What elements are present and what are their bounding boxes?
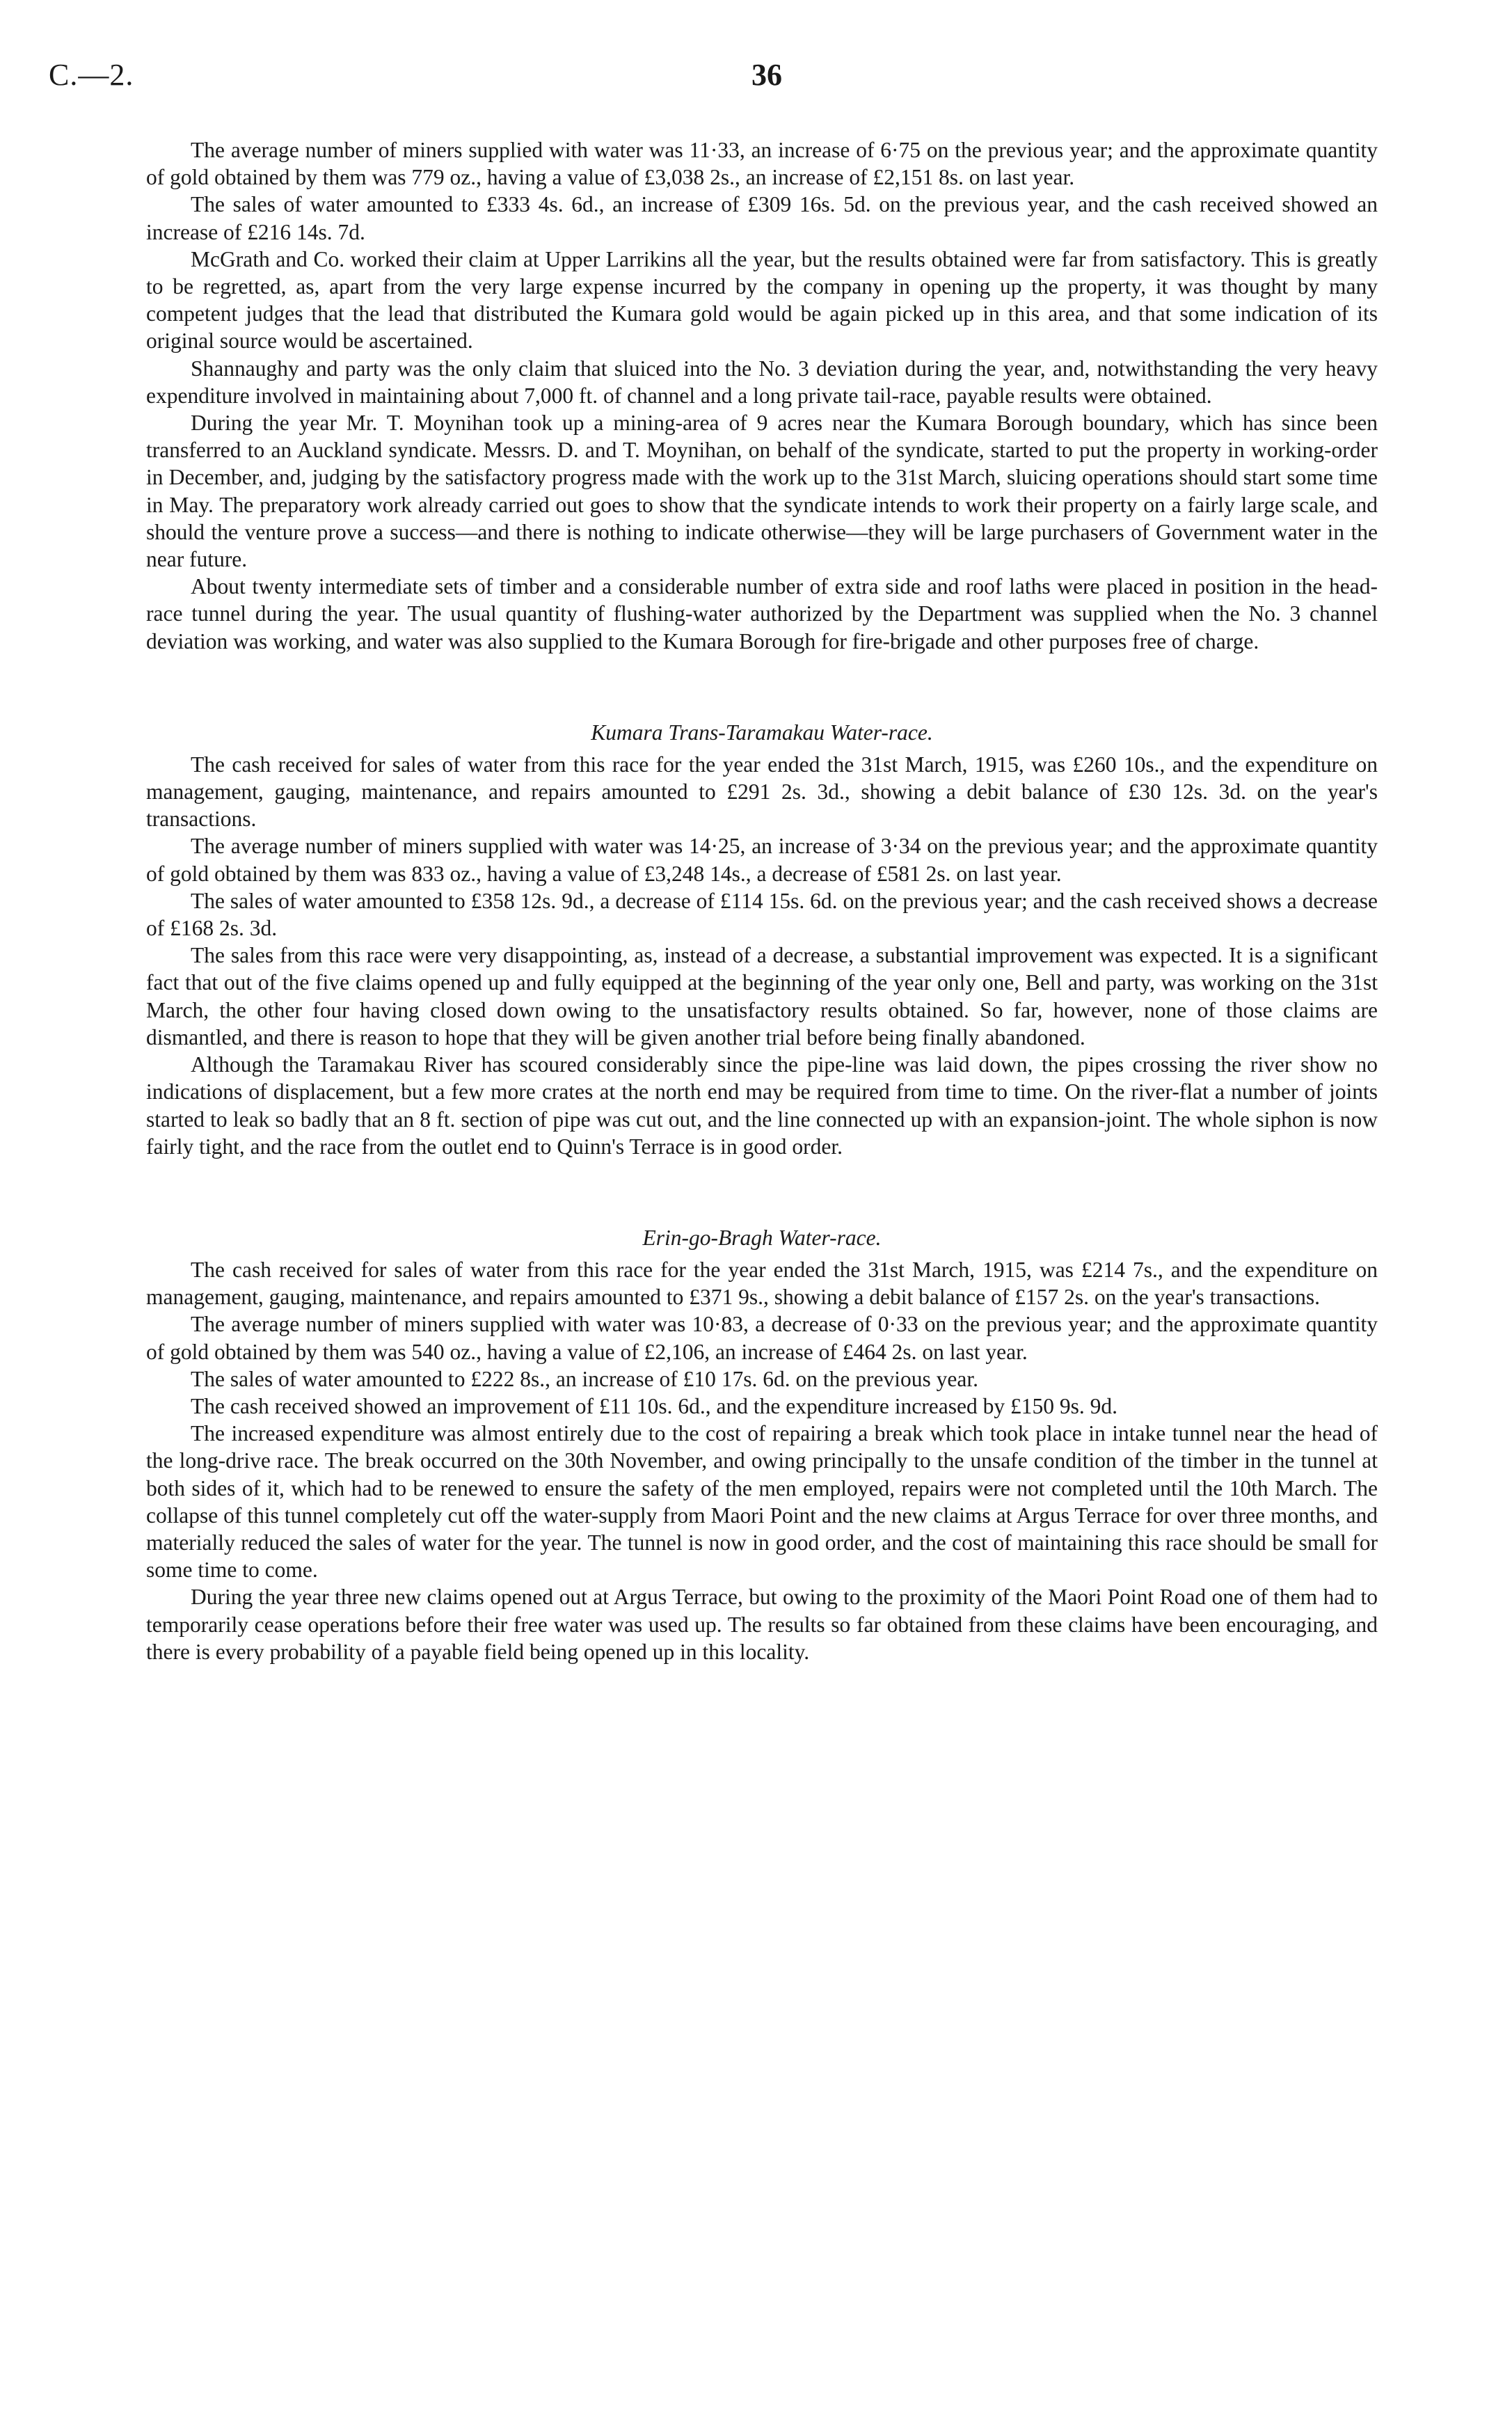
page-number: 36 xyxy=(751,58,782,92)
paragraph: The average number of miners supplied with water was 14·25, an increase of 3·34 on the previous year; and the approximate quantity of gold obtained by them was 833 oz., having a value of £3,248 14s., a decrease of £581 2s. on last year. xyxy=(146,834,1378,886)
paragraph: About twenty intermediate sets of timber and a considerable number of extra side and roof laths were placed in position in the head-race tunnel during the year. The usual quantity of flushing-water authorized by the Department was supplied when the No. 3 channel deviation was working, and water was also supplied to the Kumara Borough for fire-brigade and other purposes free of charge. xyxy=(146,574,1378,653)
paragraph: Although the Taramakau River has scoured considerably since the pipe-line was laid down, the pipes crossing the river show no indications of displacement, but a few more crates at the north end may be required from time to time. On the river-flat a number of joints started to leak so badly that an 8 ft. section of pipe was cut out, and the line connected up with an expansion-joint. The whole siphon is now fairly tight, and the race from the outlet end to Quinn's Terrace is in good order. xyxy=(146,1052,1378,1159)
page-body xyxy=(146,136,1378,1665)
paragraph: The sales of water amounted to £222 8s., an increase of £10 17s. 6d. on the previous year. xyxy=(191,1366,978,1391)
section-heading: Kumara Trans-Taramakau Water-race. xyxy=(591,720,933,745)
section-erin-go-bragh xyxy=(146,1224,1378,1665)
paragraph: The average number of miners supplied with water was 10·83, a decrease of 0·33 on the previous year; and the approximate quantity of gold obtained by them was 540 oz., having a value of £2,106, an increase of £464 2s. on last year. xyxy=(146,1312,1378,1364)
page-header xyxy=(49,57,1461,106)
paragraph: The cash received for sales of water from this race for the year ended the 31st March, 1915, was £214 7s., and the expenditure on management, gauging, maintenance, and repairs amounted to £371 9s., showing a debit balance of £157 2s. on the year's transactions. xyxy=(146,1257,1378,1310)
intro-block xyxy=(146,136,1378,655)
document-reference: C.—2. xyxy=(49,58,134,92)
paragraph: McGrath and Co. worked their claim at Upper Larrikins all the year, but the results obtained were far from satisfactory. This is greatly to be regretted, as, apart from the very large expense incurred by the company in opening up the property, it was thought by many competent judges that the lead that distributed the Kumara gold would be again picked up in this area, and that some indication of its original source would be ascertained. xyxy=(146,246,1378,354)
section-kumara-trans-taramakau xyxy=(146,719,1378,1160)
paragraph: The cash received showed an improvement of £11 10s. 6d., and the expenditure increased by £150 9s. 9d. xyxy=(191,1393,1117,1418)
paragraph: During the year three new claims opened out at Argus Terrace, but owing to the proximity of the Maori Point Road one of them had to temporarily cease operations before their free water was used up. The results so far obtained from these claims have been encouraging, and there is every probability of a payable field being opened up in this locality. xyxy=(146,1585,1378,1664)
paragraph: Shannaughy and party was the only claim that sluiced into the No. 3 deviation during the year, and, notwithstanding the very heavy expenditure involved in maintaining about 7,000 ft. of channel and a long private tail-race, payable results were obtained. xyxy=(146,356,1378,408)
paragraph: The sales from this race were very disappointing, as, instead of a decrease, a substantial improvement was expected. It is a significant fact that out of the five claims opened up and fully equipped at the beginning of the year only one, Bell and party, was working on the 31st March, the other four having closed down owing to the unsatisfactory results obtained. So far, however, none of those claims are dismantled, and there is reason to hope that they will be given another trial before being finally abandoned. xyxy=(146,943,1378,1049)
paragraph: The average number of miners supplied with water was 11·33, an increase of 6·75 on the previous year; and the approximate quantity of gold obtained by them was 779 oz., having a value of £3,038 2s., an increase of £2,151 8s. on last year. xyxy=(146,138,1378,190)
paragraph: The increased expenditure was almost entirely due to the cost of repairing a break which took place in intake tunnel near the head of the long-drive race. The break occurred on the 30th November, and owing principally to the unsafe condition of the timber in the tunnel at both sides of it, which had to be renewed to ensure the safety of the men employed, repairs were not completed until the 10th March. The collapse of this tunnel completely cut off the water-supply from Maori Point and the new claims at Argus Terrace for over three months, and materially reduced the sales of water for the year. The tunnel is now in good order, and the cost of maintaining this race should be small for some time to come. xyxy=(146,1421,1378,1583)
paragraph: The sales of water amounted to £358 12s. 9d., a decrease of £114 15s. 6d. on the previous year; and the cash received shows a decrease of £168 2s. 3d. xyxy=(146,888,1378,941)
paragraph: The sales of water amounted to £333 4s. 6d., an increase of £309 16s. 5d. on the previous year, and the cash received showed an increase of £216 14s. 7d. xyxy=(146,192,1378,244)
paragraph: The cash received for sales of water from this race for the year ended the 31st March, 1915, was £260 10s., and the expenditure on management, gauging, maintenance, and repairs amounted to £291 2s. 3d., showing a debit balance of £30 12s. 3d. on the year's transactions. xyxy=(146,752,1378,832)
paragraph: During the year Mr. T. Moynihan took up a mining-area of 9 acres near the Kumara Borough boundary, which has since been transferred to an Auckland syndicate. Messrs. D. and T. Moynihan, on behalf of the syndicate, started to put the property in working-order in December, and, judging by the satisfactory progress made with the work up to the 31st March, sluicing operations should start some time in May. The preparatory work already carried out goes to show that the syndicate intends to work their property on a fairly large scale, and should the venture prove a success—and there is nothing to indicate otherwise—they will be large purchasers of Government water in the near future. xyxy=(146,411,1378,572)
section-heading: Erin-go-Bragh Water-race. xyxy=(642,1225,882,1250)
